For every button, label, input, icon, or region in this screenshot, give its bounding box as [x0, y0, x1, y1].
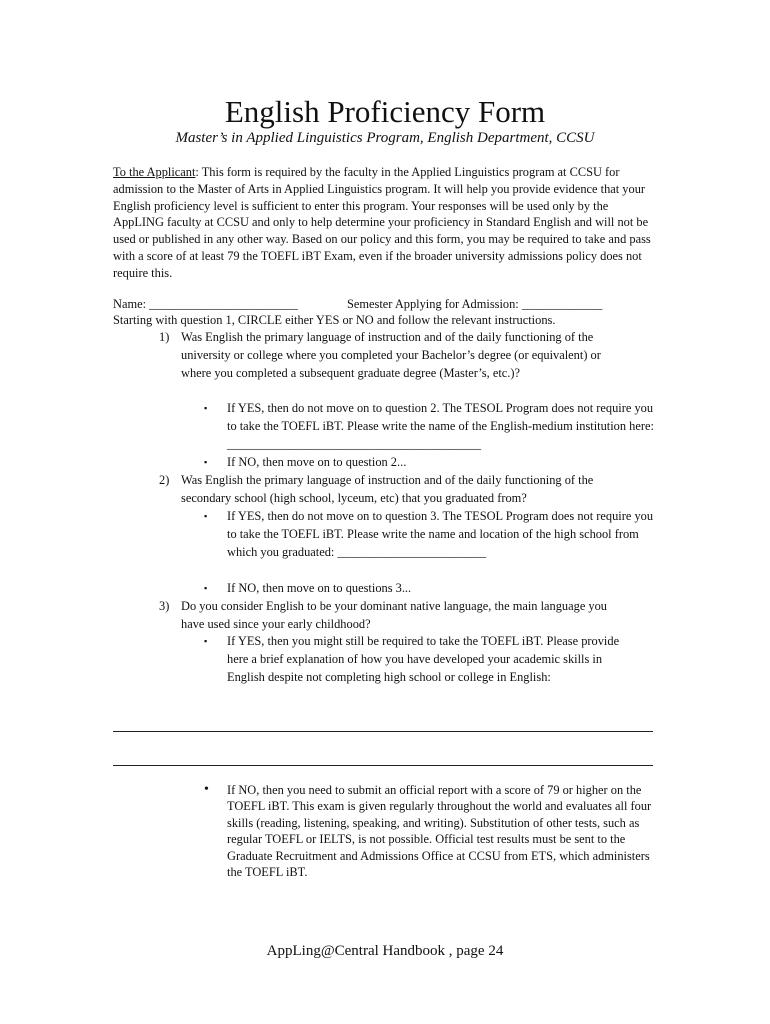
page-title: English Proficiency Form: [224, 94, 546, 129]
page-subtitle: Master’s in Applied Linguistics Program, English Department, CCSU: [175, 130, 595, 146]
square-bullet-icon: ▪: [204, 457, 208, 467]
intro-paragraph: [113, 164, 659, 282]
answer-line-2[interactable]: [113, 764, 653, 766]
name-field[interactable]: Name: ________________________: [113, 297, 298, 311]
question-text: Was English the primary language of instruction and of the daily functioning of the university or college where you completed your Bachelor’s degree (or equivalent) or where you completed a subsequent graduate degree (Master’s, etc.)?: [181, 330, 601, 380]
intro-body: : This form is required by the faculty in the Applied Linguistics program at CCSU for admission to the Master of Arts in Applied Linguistics program. It will help you provide evidence that your English proficiency level is sufficient to enter this program. Your responses will be used only by the AppLING faculty at CCSU and only to help determine your proficiency in Standard English and will not be used or published in any other way. Based on our policy and this form, you may be required to take and pass with a score of at least 79 the TOEFL iBT Exam, even if the broader university admissions policy does not require this.: [113, 165, 651, 280]
question-text: Was English the primary language of instruction and of the daily functioning of the secondary school (high school, lyceum, etc) that you graduated from?: [181, 473, 594, 505]
intro-lead: To the Applicant: [113, 165, 196, 179]
instructions: Starting with question 1, CIRCLE either YES or NO and follow the relevant instructions.: [113, 313, 556, 327]
square-bullet-icon: ▪: [204, 636, 208, 646]
bullet-text: If NO, then you need to submit an official report with a score of 79 or higher on the TOEFL iBT. This exam is given regularly throughout the world and evaluates all four skills (reading, listening, speaking, and writing). Substitution of other tests, such as regular TOEFL or IELTS, is not possible. Official test results must be sent to the Graduate Recruitment and Admissions Office at CCSU from ETS, which administers the TOEFL iBT.: [227, 783, 652, 880]
bullet-text: If YES, then you might still be required to take the TOEFL iBT. Please provide here a brief explanation of how you have developed your academic skills in English despite not completing high school or college in English:: [227, 634, 620, 684]
square-bullet-icon: ▪: [204, 511, 208, 521]
bullet-text: If YES, then do not move on to question 3. The TESOL Program does not require you to take the TOEFL iBT. Please write the name and location of the high school from which you graduated: ________________________: [227, 509, 654, 559]
applicant-fields: [113, 296, 673, 312]
question-number: 2): [159, 473, 170, 487]
bullet-text: If YES, then do not move on to question 2. The TESOL Program does not require you to take the TOEFL iBT. Please write the name of the English-medium institution here: _________________________________________: [227, 401, 654, 451]
page-footer: AppLing@Central Handbook , page 24: [266, 943, 504, 959]
question-text: Do you consider English to be your dominant native language, the main language you have used since your early childhood?: [181, 599, 608, 631]
semester-field[interactable]: Semester Applying for Admission: _____________: [347, 297, 603, 311]
square-bullet-icon: ▪: [204, 583, 208, 593]
question-number: 1): [159, 330, 170, 344]
answer-line-1[interactable]: [113, 730, 653, 732]
bullet-text: If NO, then move on to question 2...: [227, 455, 407, 469]
question-number: 3): [159, 599, 170, 613]
round-bullet-icon: •: [204, 782, 209, 797]
square-bullet-icon: ▪: [204, 403, 208, 413]
bullet-text: If NO, then move on to questions 3...: [227, 581, 412, 595]
